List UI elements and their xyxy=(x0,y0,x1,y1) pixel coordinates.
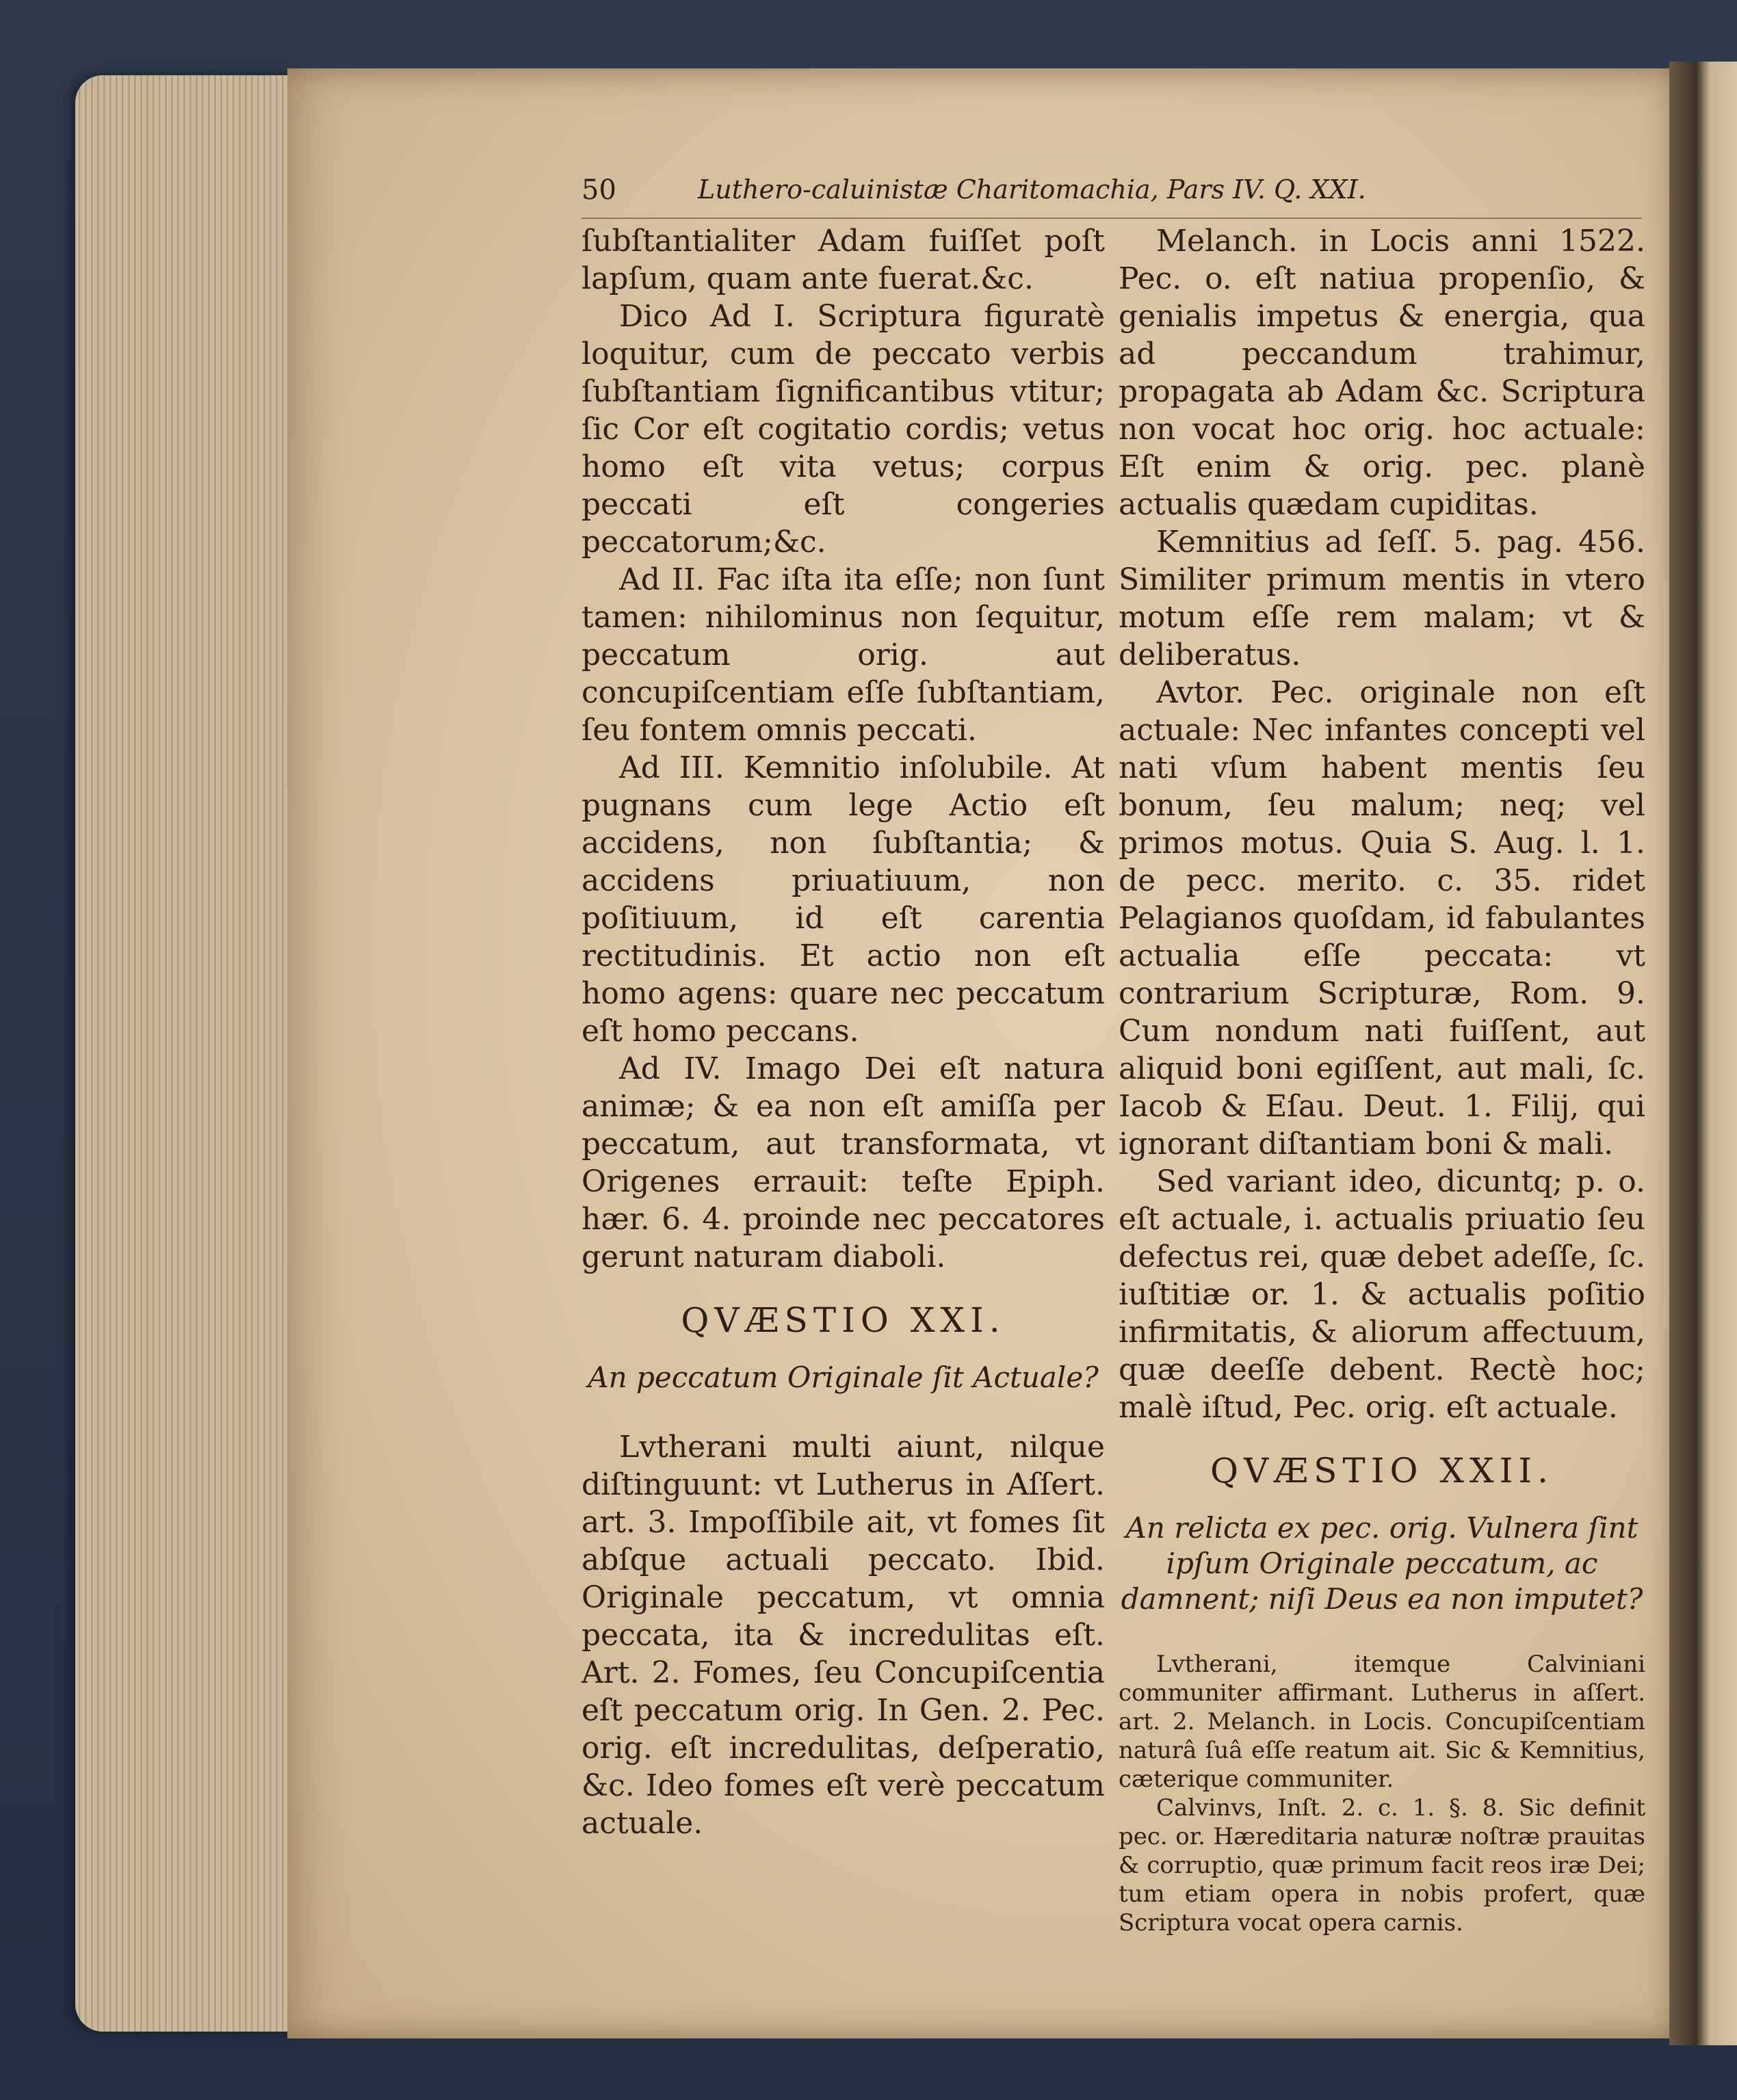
paragraph: Ad III. Kemnitio inſolubile. At pugnans cum lege Actio eſt accidens, non ſubſtantia; & accidens priuatiuum, non poſitiuum, id eſt carentia rectitudinis. Et actio non eſt homo agens: quare nec peccatum eſt homo peccans. xyxy=(582,750,1105,1049)
left-column xyxy=(582,222,1105,1842)
question-title: An peccatum Originale ſit Actuale? xyxy=(588,1361,1099,1394)
question-title: An relicta ex pec. orig. Vulnera ſint ipſum Originale peccatum, ac damnent; niſi Deus ea non imputet? xyxy=(1121,1511,1643,1616)
book-gutter xyxy=(1669,62,1737,2045)
question-heading: QVÆSTIO XXII. xyxy=(1210,1451,1554,1491)
paragraph: Kemnitius ad ſeſſ. 5. pag. 456. Similiter primum mentis in vtero motum eſſe rem malam; vt & deliberatus. xyxy=(1119,525,1645,672)
paragraph: Lvtherani multi aiunt, nilque diſtinguunt: vt Lutherus in Aſſert. art. 3. Impoſſibile ait, vt fomes ſit abſque actuali peccato. Ibid. Originale peccatum, vt omnia peccata, ita & incredulitas eſt. Art. 2. Fomes, ſeu Concupiſcentia eſt peccatum orig. In Gen. 2. Pec. orig. eſt incredulitas, deſperatio, &c. Ideo fomes eſt verè peccatum actuale. xyxy=(582,1430,1105,1841)
paragraph: Ad IV. Imago Dei eſt natura animæ; & ea non eſt amiſſa per peccatum, aut transformata, vt Origenes errauit: teſte Epiph. hær. 6. 4. proinde nec peccatores gerunt naturam diaboli. xyxy=(582,1051,1105,1274)
header-rule xyxy=(582,218,1642,219)
paragraph: Calvinvs, Inſt. 2. c. 1. §. 8. Sic definit pec. or. Hæreditaria naturæ noſtræ prauitas & corruptio, quæ primum facit reos iræ Dei; tum etiam opera in nobis profert, quæ Scriptura vocat opera carnis. xyxy=(1119,1794,1645,1937)
question-heading: QVÆSTIO XXI. xyxy=(681,1300,1006,1340)
page-number: 50 xyxy=(582,174,616,206)
paragraph: Sed variant ideo, dicuntq; p. o. eſt actuale, i. actualis priuatio ſeu defectus rei, quæ debet adeſſe, ſc. iuſtitiæ or. 1. & actualis poſitio infirmitatis, & aliorum affectuum, quæ deeſſe debent. Rectè hoc; malè iſtud, Pec. orig. eſt actuale. xyxy=(1119,1164,1645,1425)
paragraph: Avtor. Pec. originale non eſt actuale: Nec infantes concepti vel nati vſum habent mentis ſeu bonum, ſeu malum; neq; vel primos motus. Quia S. Aug. l. 1. de pecc. merito. c. 35. ridet Pelagianos quoſdam, id fabulantes actualia eſſe peccata: vt contrarium Scripturæ, Rom. 9. Cum nondum nati fuiſſent, aut aliquid boni egiſſent, aut mali, ſc. Iacob & Eſau. Deut. 1. Filij, qui ignorant diſtantiam boni & mali. xyxy=(1119,675,1645,1161)
paragraph: Melanch. in Locis anni 1522. Pec. o. eſt natiua propenſio, & genialis impetus & energia, qua ad peccandum trahimur, propagata ab Adam &c. Scriptura non vocat hoc orig. hoc actuale: Eſt enim & orig. pec. planè actualis quædam cupiditas. xyxy=(1119,224,1645,522)
paragraph: Dico Ad I. Scriptura figuratè loquitur, cum de peccato verbis ſubſtantiam ſignificantibus vtitur; ſic Cor eſt cogitatio cordis; vetus homo eſt vita vetus; corpus peccati eſt congeries peccatorum;&c. xyxy=(582,299,1105,560)
page-header xyxy=(582,174,1642,215)
running-title: Luthero-caluinistæ Charitomachia, Pars IV. Q. XXI. xyxy=(698,174,1366,205)
paragraph: Lvtherani, itemque Calviniani communiter affirmant. Lutherus in aſſert. art. 2. Melanch. in Locis. Concupiſcentiam naturâ ſuâ eſſe reatum ait. Sic & Kemnitius, cæterique communiter. xyxy=(1119,1651,1645,1793)
small-print-block xyxy=(1119,1650,1645,1937)
paragraph: Ad II. Fac iſta ita eſſe; non ſunt tamen: nihilominus non ſequitur, peccatum orig. aut concupiſcentiam eſſe ſubſtantiam, ſeu fontem omnis peccati. xyxy=(582,562,1105,748)
page-edges xyxy=(75,75,301,2032)
right-column xyxy=(1119,222,1645,1937)
paragraph: ſubſtantialiter Adam fuiſſet poſt lapſum, quam ante fuerat.&c. xyxy=(582,224,1105,296)
